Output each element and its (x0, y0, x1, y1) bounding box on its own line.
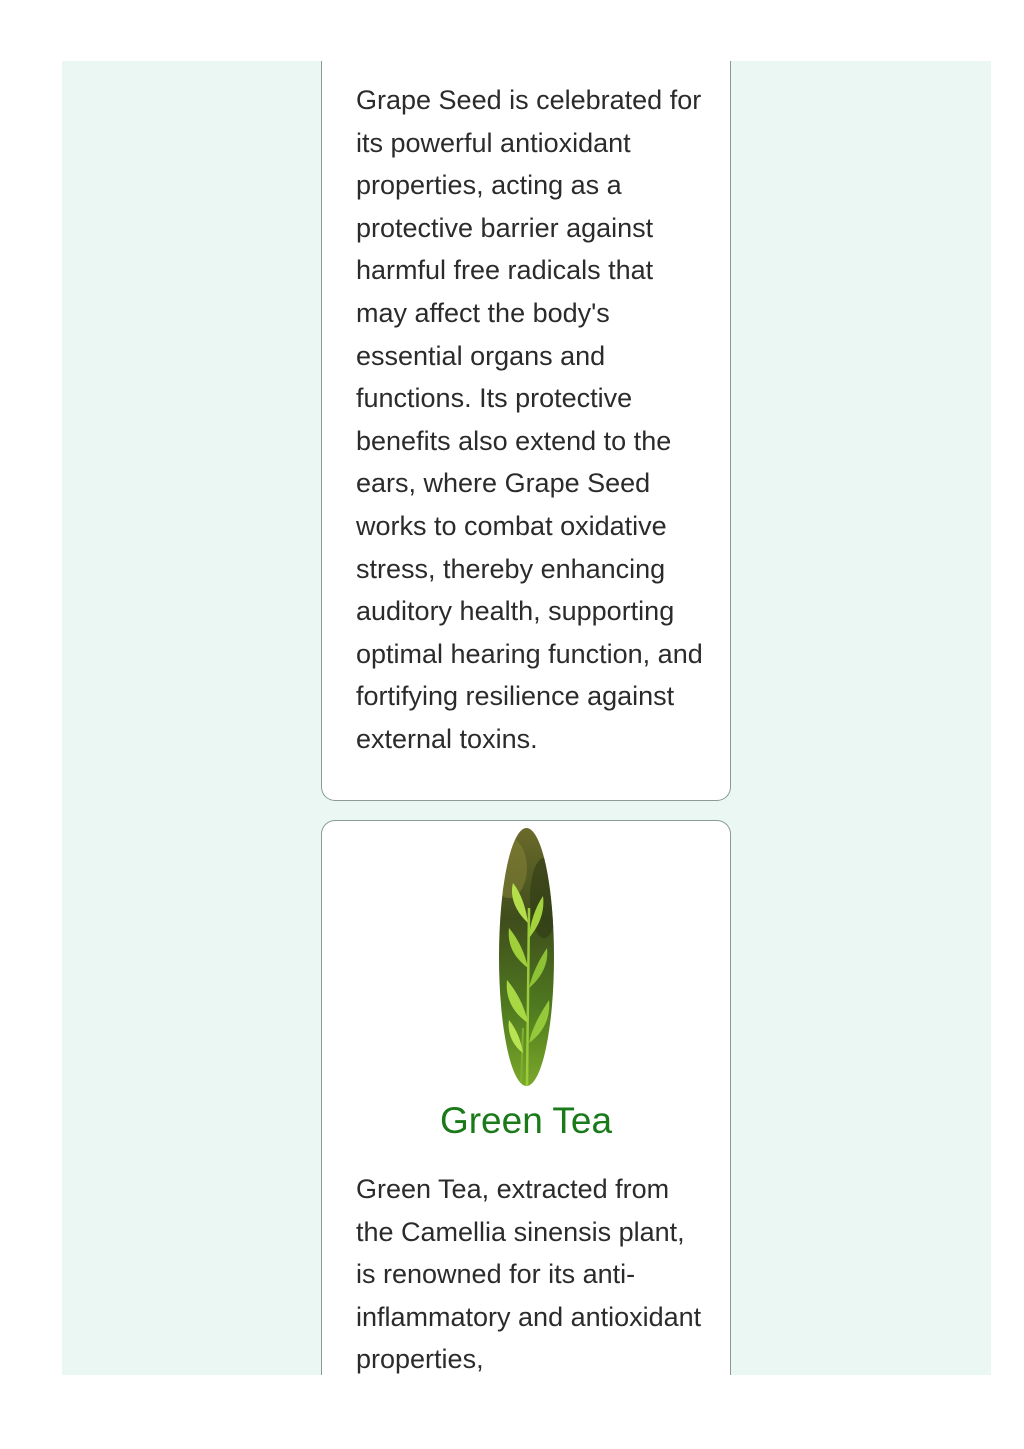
ingredient-card-green-tea (321, 820, 731, 1375)
ingredient-card-grape-seed (321, 61, 731, 801)
ingredient-description: Green Tea, extracted from the Camellia sinensis plant, is renowned for its anti-inflammatory and antioxidant properties, (356, 1174, 702, 1375)
ingredients-section (62, 61, 991, 1375)
green-tea-image (499, 828, 554, 1086)
ingredient-description: Grape Seed is celebrated for its powerful antioxidant properties, acting as a protective barrier against harmful free radicals that may affect the body's essential organs and functions. Its protective benefits also extend to the ears, where Grape Seed works to combat oxidative stress, thereby enhancing auditory health, supporting optimal hearing function, and fortifying resilience against external toxins. (356, 85, 703, 754)
ingredient-title: Green Tea (439, 1100, 613, 1141)
